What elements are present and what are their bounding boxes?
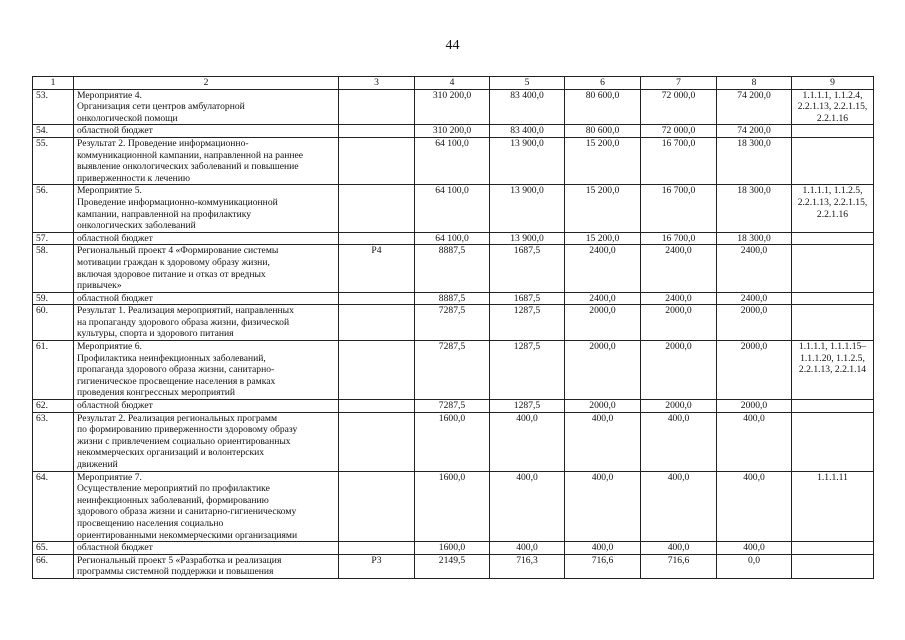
row-number: 53. <box>33 89 74 125</box>
value-col-4: 7287,5 <box>415 305 490 341</box>
table-row <box>33 232 874 245</box>
row-name: Региональный проект 5 «Разработка и реализация программы системной поддержки и повышения <box>74 554 339 578</box>
row-code <box>339 400 415 413</box>
table-row <box>33 137 874 184</box>
row-indicators <box>792 137 874 184</box>
value-col-4: 64 100,0 <box>415 185 490 232</box>
value-col-7: 2400,0 <box>641 292 717 305</box>
table-row <box>33 305 874 341</box>
value-col-6: 400,0 <box>565 471 641 542</box>
row-name: Результат 1. Реализация мероприятий, направленных на пропаганду здорового образа жизни, физической культуры, спорта и здорового питания <box>74 305 339 341</box>
table-row <box>33 341 874 400</box>
row-number: 59. <box>33 292 74 305</box>
value-col-7: 72 000,0 <box>641 89 717 125</box>
value-col-4: 2149,5 <box>415 554 490 578</box>
column-header: 9 <box>792 77 874 90</box>
row-indicators <box>792 125 874 138</box>
row-name: Мероприятие 7. Осуществление мероприятий по профилактике неинфекционных заболеваний, формированию здорового образа жизни и санитарно-гигиеническому просвещению населения социально ориентированными некоммерческими организациями <box>74 471 339 542</box>
row-indicators <box>792 542 874 555</box>
value-col-7: 2400,0 <box>641 245 717 292</box>
row-number: 60. <box>33 305 74 341</box>
row-number: 62. <box>33 400 74 413</box>
value-col-6: 15 200,0 <box>565 232 641 245</box>
value-col-5: 83 400,0 <box>490 89 565 125</box>
value-col-5: 1687,5 <box>490 245 565 292</box>
value-col-5: 13 900,0 <box>490 232 565 245</box>
value-col-5: 400,0 <box>490 412 565 471</box>
value-col-6: 400,0 <box>565 542 641 555</box>
value-col-6: 80 600,0 <box>565 125 641 138</box>
value-col-8: 2000,0 <box>717 305 792 341</box>
table-row <box>33 125 874 138</box>
value-col-6: 80 600,0 <box>565 89 641 125</box>
row-code <box>339 305 415 341</box>
row-number: 58. <box>33 245 74 292</box>
table-row <box>33 185 874 232</box>
value-col-8: 400,0 <box>717 542 792 555</box>
budget-table <box>32 76 874 579</box>
column-header: 6 <box>565 77 641 90</box>
value-col-5: 400,0 <box>490 542 565 555</box>
value-col-7: 400,0 <box>641 542 717 555</box>
value-col-8: 2000,0 <box>717 341 792 400</box>
value-col-7: 716,6 <box>641 554 717 578</box>
row-indicators <box>792 292 874 305</box>
column-header: 7 <box>641 77 717 90</box>
value-col-6: 716,6 <box>565 554 641 578</box>
row-code <box>339 471 415 542</box>
row-number: 57. <box>33 232 74 245</box>
row-code <box>339 341 415 400</box>
column-header: 3 <box>339 77 415 90</box>
value-col-8: 2000,0 <box>717 400 792 413</box>
value-col-5: 1287,5 <box>490 341 565 400</box>
page-number: 44 <box>445 38 460 53</box>
row-number: 65. <box>33 542 74 555</box>
value-col-8: 18 300,0 <box>717 185 792 232</box>
value-col-6: 2000,0 <box>565 305 641 341</box>
column-header: 1 <box>33 77 74 90</box>
row-indicators <box>792 412 874 471</box>
row-indicators: 1.1.1.1, 1.1.1.15– 1.1.1.20, 1.1.2.5, 2.2.1.13, 2.2.1.14 <box>792 341 874 400</box>
row-number: 54. <box>33 125 74 138</box>
row-name: областной бюджет <box>74 232 339 245</box>
row-name: Мероприятие 4. Организация сети центров амбулаторной онкологической помощи <box>74 89 339 125</box>
row-name: областной бюджет <box>74 542 339 555</box>
value-col-6: 2400,0 <box>565 292 641 305</box>
value-col-8: 18 300,0 <box>717 232 792 245</box>
value-col-5: 1287,5 <box>490 400 565 413</box>
value-col-4: 8887,5 <box>415 245 490 292</box>
row-code <box>339 542 415 555</box>
row-number: 56. <box>33 185 74 232</box>
value-col-6: 400,0 <box>565 412 641 471</box>
value-col-6: 2000,0 <box>565 341 641 400</box>
value-col-7: 2000,0 <box>641 341 717 400</box>
value-col-8: 74 200,0 <box>717 125 792 138</box>
column-header: 8 <box>717 77 792 90</box>
value-col-7: 16 700,0 <box>641 137 717 184</box>
value-col-8: 2400,0 <box>717 245 792 292</box>
row-number: 63. <box>33 412 74 471</box>
value-col-7: 400,0 <box>641 471 717 542</box>
row-name: Результат 2. Реализация региональных программ по формированию приверженности здоровому образу жизни с привлечением социально ориентированных некоммерческих организаций и волонтерских движений <box>74 412 339 471</box>
row-code: Р4 <box>339 245 415 292</box>
row-code <box>339 125 415 138</box>
value-col-5: 400,0 <box>490 471 565 542</box>
table-header-row <box>33 77 874 90</box>
column-header: 5 <box>490 77 565 90</box>
row-name: Мероприятие 6. Профилактика неинфекционных заболеваний, пропаганда здорового образа жизни, санитарно- гигиеническое просвещение населения в рамках проведения конгрессных мероприятий <box>74 341 339 400</box>
row-indicators <box>792 305 874 341</box>
row-code <box>339 412 415 471</box>
row-code <box>339 89 415 125</box>
value-col-7: 2000,0 <box>641 400 717 413</box>
value-col-5: 1287,5 <box>490 305 565 341</box>
value-col-5: 83 400,0 <box>490 125 565 138</box>
value-col-5: 716,3 <box>490 554 565 578</box>
row-indicators <box>792 400 874 413</box>
row-indicators: 1.1.1.1, 1.1.2.5, 2.2.1.13, 2.2.1.15, 2.2.1.16 <box>792 185 874 232</box>
row-indicators: 1.1.1.11 <box>792 471 874 542</box>
row-code <box>339 185 415 232</box>
row-name: Региональный проект 4 «Формирование системы мотивации граждан к здоровому образу жизни, включая здоровое питание и отказ от вредных привычек» <box>74 245 339 292</box>
row-indicators <box>792 245 874 292</box>
value-col-4: 64 100,0 <box>415 137 490 184</box>
value-col-7: 72 000,0 <box>641 125 717 138</box>
row-code <box>339 292 415 305</box>
value-col-8: 74 200,0 <box>717 89 792 125</box>
value-col-8: 400,0 <box>717 471 792 542</box>
row-name: областной бюджет <box>74 125 339 138</box>
row-name: Мероприятие 5. Проведение информационно-коммуникационной кампании, направленной на профилактику онкологических заболеваний <box>74 185 339 232</box>
table-row <box>33 400 874 413</box>
value-col-4: 8887,5 <box>415 292 490 305</box>
value-col-7: 16 700,0 <box>641 185 717 232</box>
value-col-4: 64 100,0 <box>415 232 490 245</box>
row-name: Результат 2. Проведение информационно- коммуникационной кампании, направленной на раннее выявление онкологических заболеваний и повышение приверженности к лечению <box>74 137 339 184</box>
value-col-5: 13 900,0 <box>490 185 565 232</box>
row-name: областной бюджет <box>74 292 339 305</box>
value-col-4: 1600,0 <box>415 471 490 542</box>
value-col-6: 2400,0 <box>565 245 641 292</box>
row-code: Р3 <box>339 554 415 578</box>
table-row <box>33 245 874 292</box>
value-col-5: 1687,5 <box>490 292 565 305</box>
row-number: 61. <box>33 341 74 400</box>
value-col-7: 2000,0 <box>641 305 717 341</box>
value-col-6: 15 200,0 <box>565 185 641 232</box>
value-col-8: 2400,0 <box>717 292 792 305</box>
row-indicators <box>792 232 874 245</box>
value-col-7: 400,0 <box>641 412 717 471</box>
value-col-4: 310 200,0 <box>415 89 490 125</box>
row-indicators <box>792 554 874 578</box>
value-col-8: 400,0 <box>717 412 792 471</box>
row-code <box>339 232 415 245</box>
value-col-6: 2000,0 <box>565 400 641 413</box>
value-col-4: 7287,5 <box>415 400 490 413</box>
value-col-4: 1600,0 <box>415 542 490 555</box>
row-number: 64. <box>33 471 74 542</box>
value-col-4: 7287,5 <box>415 341 490 400</box>
row-number: 55. <box>33 137 74 184</box>
value-col-6: 15 200,0 <box>565 137 641 184</box>
value-col-4: 1600,0 <box>415 412 490 471</box>
row-indicators: 1.1.1.1, 1.1.2.4, 2.2.1.13, 2.2.1.15, 2.2.1.16 <box>792 89 874 125</box>
row-number: 66. <box>33 554 74 578</box>
table-row <box>33 412 874 471</box>
value-col-8: 18 300,0 <box>717 137 792 184</box>
column-header: 4 <box>415 77 490 90</box>
table-row <box>33 471 874 542</box>
table-row <box>33 292 874 305</box>
value-col-4: 310 200,0 <box>415 125 490 138</box>
column-header: 2 <box>74 77 339 90</box>
value-col-5: 13 900,0 <box>490 137 565 184</box>
table-row <box>33 89 874 125</box>
table-row <box>33 542 874 555</box>
row-code <box>339 137 415 184</box>
table-row <box>33 554 874 578</box>
value-col-7: 16 700,0 <box>641 232 717 245</box>
value-col-8: 0,0 <box>717 554 792 578</box>
row-name: областной бюджет <box>74 400 339 413</box>
